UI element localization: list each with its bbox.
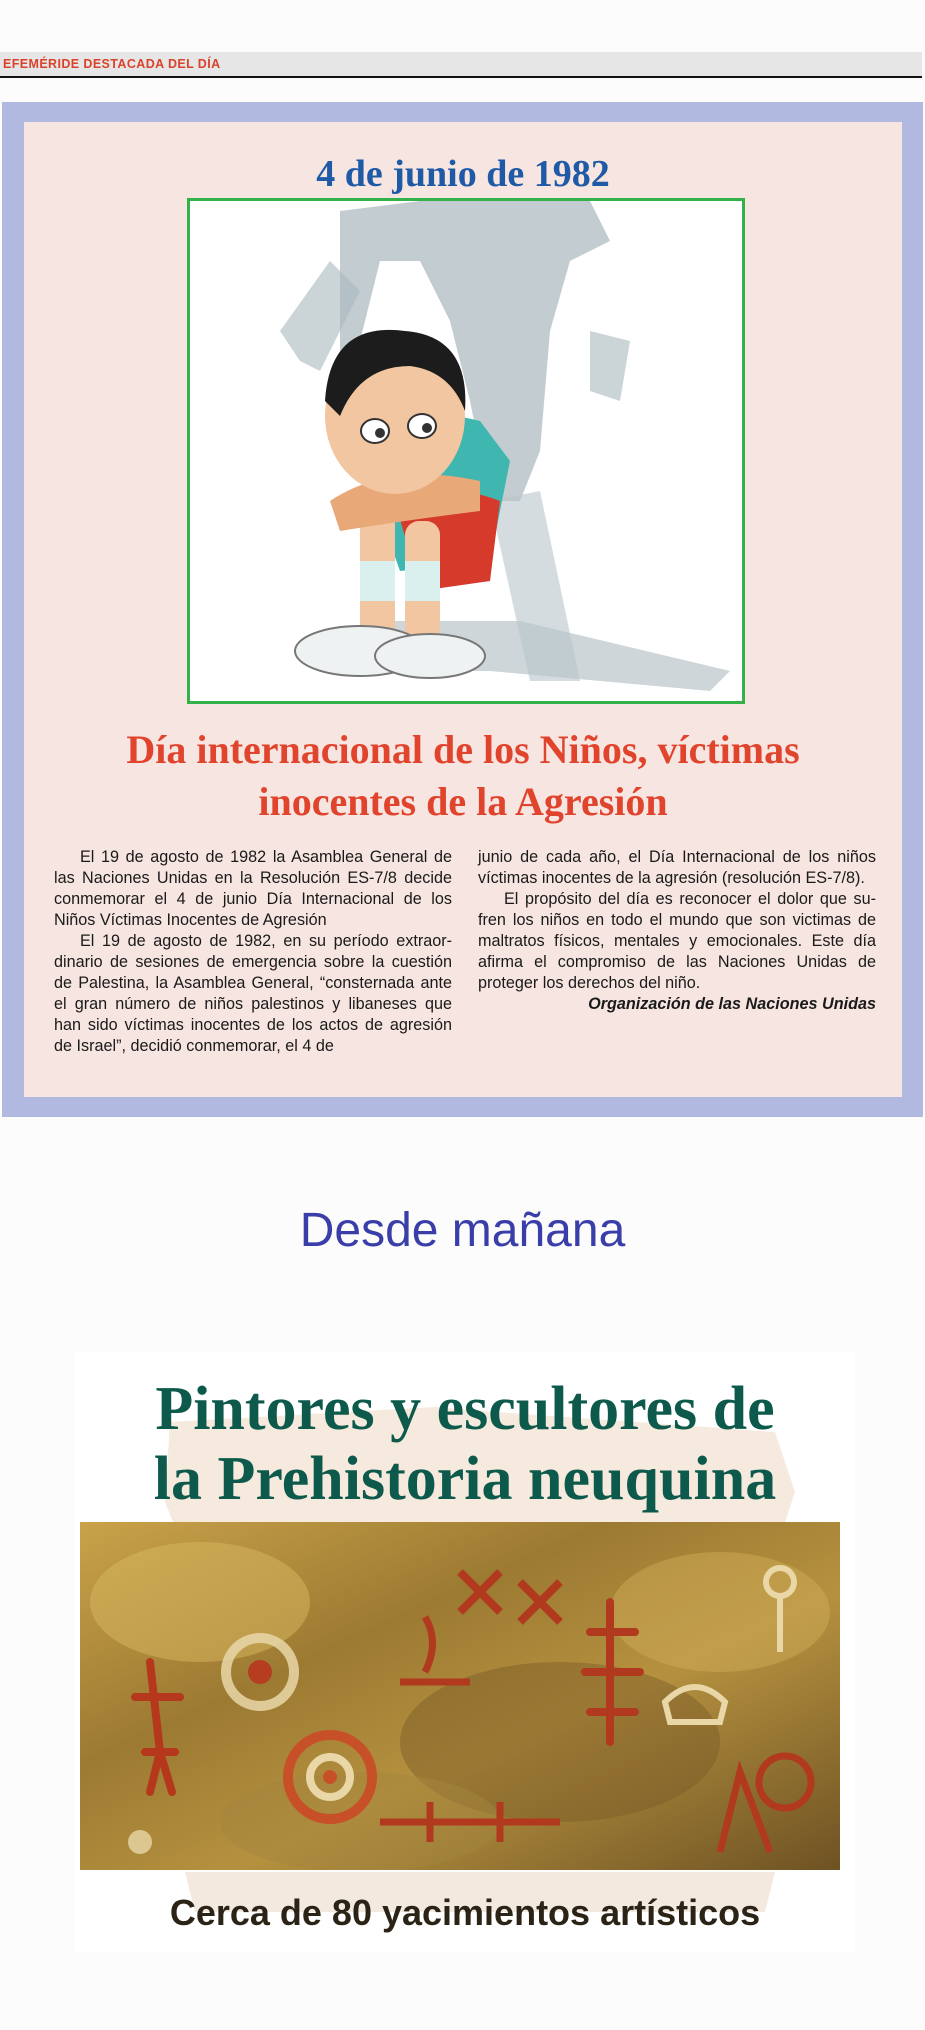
article-panel [24, 122, 902, 1097]
paragraph: El 19 de agosto de 1982 la Asamblea General de las Naciones Unidas en la Resolución ES-7/8 decide conmemorar el 4 de junio Día Internacional de los Niños Víctimas Inocentes de Agresión [54, 848, 452, 929]
paragraph: El propósito del día es reconocer el dolor que su-fren los niños en todo el mundo que son victimas de maltratos físicos, mentales y emocionales. Este día afirma el compromiso de las Naciones Unidas de proteger los derechos del niño. [478, 890, 876, 992]
article-column-1 [54, 847, 452, 1057]
section-header [0, 52, 922, 78]
promo-label: Desde mañana [299, 1204, 626, 1257]
rock-art-image [80, 1522, 840, 1870]
paragraph: El 19 de agosto de 1982, en su período extraor-dinario de sesiones de emergencia sobre la cuestión de Palestina, la Asamblea General, “consternada ante el gran número de niños palestinos y libaneses que han sido víctimas inocentes de los actos de agresión de Israel”, decidió conmemorar, el 4 de [54, 932, 452, 1055]
promo-caption: Cerca de 80 yacimientos artísticos [169, 1892, 761, 1933]
promo-title-line-1: Pintores y escultores de [155, 1375, 775, 1443]
child-illustration [187, 198, 745, 704]
section-label: EFEMÉRIDE DESTACADA DEL DÍA [3, 57, 221, 71]
article-date: 4 de junio de 1982 [316, 153, 610, 195]
paragraph: junio de cada año, el Día Internacional de los niños víctimas inocentes de la agresión (resolución ES-7/8). [478, 848, 876, 887]
headline-line-1: Día internacional de los Niños, víctimas [126, 727, 800, 772]
article-signature: Organización de las Naciones Unidas [588, 995, 876, 1013]
rock-art-svg [80, 1522, 840, 1870]
promo-title-line-2: la Prehistoria neuquina [153, 1445, 777, 1513]
headline-line-2: inocentes de la Agresión [258, 779, 668, 824]
article-column-2 [478, 847, 876, 1015]
promo-title [75, 1374, 855, 1514]
child-illustration-svg [190, 201, 742, 701]
article-headline [54, 724, 872, 828]
article-frame [2, 102, 923, 1117]
promo-ad[interactable] [75, 1352, 855, 1952]
